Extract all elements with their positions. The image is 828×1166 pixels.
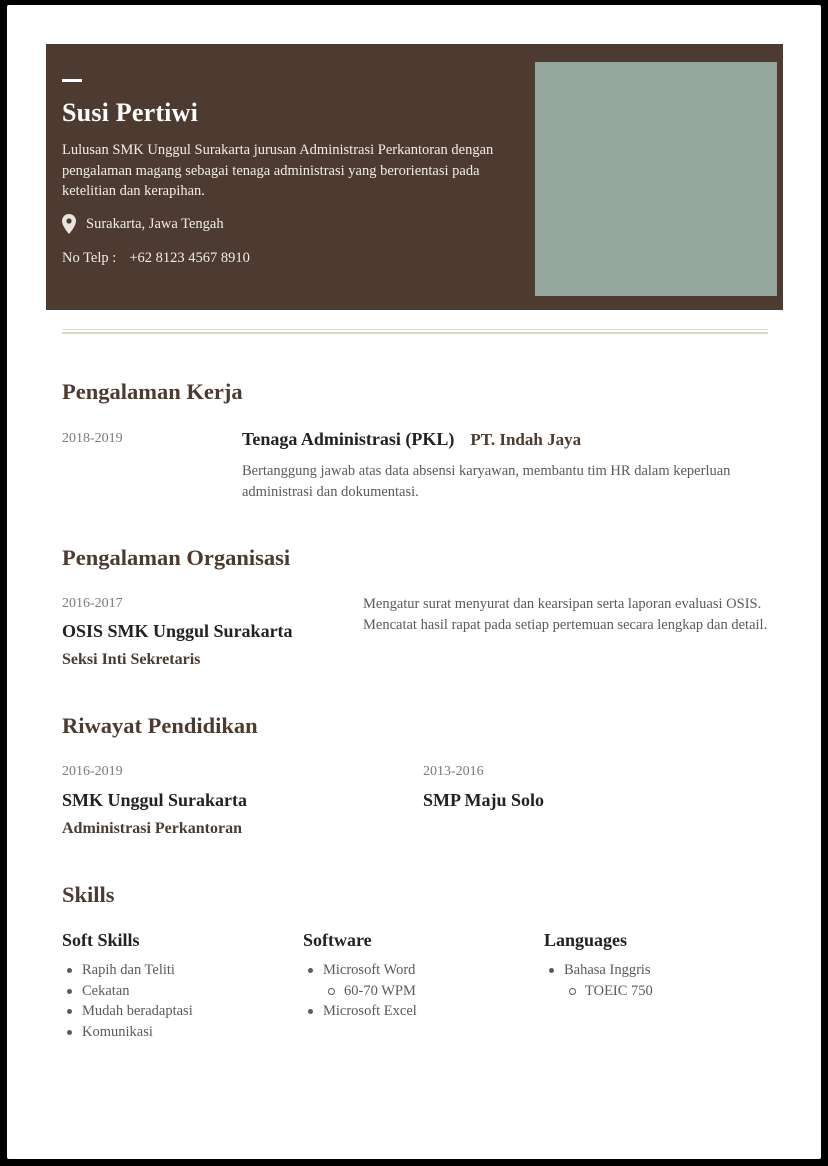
work-company: PT. Indah Jaya [470,430,582,449]
location-text: Surakarta, Jawa Tengah [86,215,224,232]
phone-value: +62 8123 4567 8910 [129,250,250,266]
skills-soft-column [62,930,292,1042]
list-subitem: 60-70 WPM [303,981,533,1002]
section-divider [62,329,768,334]
skills-languages-heading: Languages [544,930,628,950]
resume-page [7,5,821,1159]
section-title-skills: Skills [62,882,115,907]
header-accent-dash [62,79,82,82]
list-item: Komunikasi [62,1022,292,1043]
education-school: SMP Maju Solo [423,790,545,810]
list-item: Mudah beradaptasi [62,1001,292,1022]
section-title-organization: Pengalaman Organisasi [62,545,291,570]
skills-software-heading: Software [303,930,372,950]
resume-header [46,44,783,310]
education-school: SMK Unggul Surakarta [62,790,248,810]
list-item: Bahasa Inggris [544,960,774,981]
skills-software-column [303,930,533,1022]
candidate-name: Susi Pertiwi [62,98,199,127]
work-period: 2018-2019 [62,431,123,446]
skills-languages-column [544,930,774,1001]
education-major: Administrasi Perkantoran [62,820,242,837]
location-row [62,214,224,234]
map-pin-icon [62,214,76,234]
organization-description: Mengatur surat menyurat dan kearsipan serta laporan evaluasi OSIS. Mencatat hasil rapat pada setiap pertemuan secara lengkap dan detail. [363,596,768,633]
education-period: 2013-2016 [423,764,484,779]
education-period: 2016-2019 [62,764,123,779]
skills-soft-heading: Soft Skills [62,930,140,950]
section-title-work: Pengalaman Kerja [62,379,243,404]
list-item: Microsoft Excel [303,1001,533,1022]
section-title-education: Riwayat Pendidikan [62,713,258,738]
photo-placeholder [535,62,777,296]
work-description: Bertanggung jawab atas data absensi karyawan, membantu tim HR dalam keperluan administrasi dan dokumentasi. [242,463,731,500]
candidate-summary: Lulusan SMK Unggul Surakarta jurusan Administrasi Perkantoran dengan pengalaman magang sebagai tenaga administrasi yang berorientasi pada ketelitian dan kerapihan. [62,142,494,200]
work-role: Tenaga Administrasi (PKL) [242,429,455,449]
organization-period: 2016-2017 [62,596,123,611]
organization-name: OSIS SMK Unggul Surakarta [62,621,293,641]
list-item: Cekatan [62,981,292,1002]
organization-position: Seksi Inti Sekretaris [62,651,201,668]
work-heading [242,429,581,450]
phone-label: No Telp : [62,250,117,266]
phone-row [62,250,250,267]
list-item: Rapih dan Teliti [62,960,292,981]
list-subitem: TOEIC 750 [544,981,774,1002]
list-item: Microsoft Word [303,960,533,981]
